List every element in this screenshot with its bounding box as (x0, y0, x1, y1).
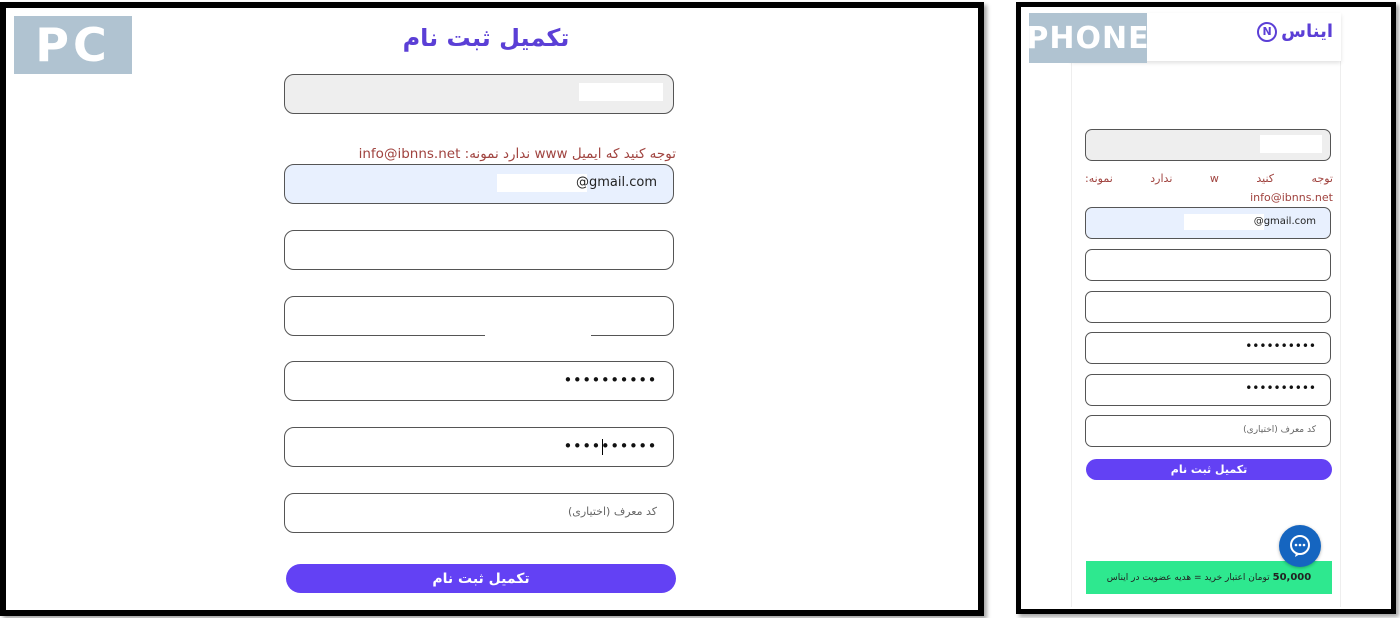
note-word: توجه (1311, 172, 1333, 185)
password-value: •••••••••• (563, 371, 657, 389)
referral-placeholder: کد معرف (اختیاری) (1243, 425, 1316, 435)
phone-label: PHONE (1029, 13, 1147, 63)
pc-view (0, 2, 984, 616)
redacted-value (497, 174, 587, 192)
email-field[interactable] (284, 164, 674, 204)
password-field[interactable] (1085, 332, 1331, 364)
redacted-value (1184, 214, 1264, 230)
email-value: @gmail.com (1253, 216, 1316, 227)
chat-icon (1288, 534, 1312, 558)
mobile-field[interactable] (284, 230, 674, 270)
page-title: تکمیل ثبت نام (402, 24, 570, 52)
password-field[interactable] (284, 361, 674, 401)
referral-field[interactable] (1085, 415, 1331, 447)
password-confirm-field[interactable] (1085, 374, 1331, 406)
note-word: کنید (1256, 172, 1275, 185)
redacted-value (579, 83, 663, 101)
pc-label: PC (14, 16, 132, 74)
note-word: w (1209, 172, 1219, 185)
email-note-example: info@ibnns.net (1250, 191, 1333, 204)
mobile-field[interactable] (1085, 249, 1331, 281)
chat-button[interactable] (1279, 525, 1321, 567)
email-note: توجه کنید که ایمیل www ندارد نمونه: info@ibnns.net (358, 146, 676, 162)
username-field[interactable] (1085, 291, 1331, 323)
submit-button[interactable]: تکمیل ثبت نام (286, 564, 676, 593)
password-confirm-field[interactable] (284, 427, 674, 467)
email-field[interactable] (1085, 207, 1331, 239)
referral-placeholder: کد معرف (اختیاری) (567, 505, 657, 518)
note-word: نمونه: (1085, 172, 1113, 185)
email-note (1085, 172, 1333, 185)
submit-button[interactable]: تکمیل ثبت نام (1086, 459, 1332, 480)
promo-amount: 50,000 (1272, 572, 1312, 583)
phone-view (1016, 2, 1396, 614)
name-field[interactable] (1085, 129, 1331, 161)
referral-field[interactable] (284, 493, 674, 533)
logo-icon: N (1257, 22, 1277, 42)
promo-text: تومان اعتبار خرید = هدیه عضویت در ایناس (1106, 572, 1270, 583)
username-field[interactable] (284, 296, 674, 336)
redacted-value (485, 332, 591, 338)
password-value: •••••••••• (1245, 339, 1316, 353)
logo-text: ایناس (1281, 21, 1333, 42)
password-confirm-value: •••••••••• (563, 437, 657, 455)
brand-logo[interactable] (1257, 21, 1333, 42)
password-confirm-value: •••••••••• (1245, 381, 1316, 395)
email-value: @gmail.com (575, 175, 657, 190)
redacted-value (1260, 135, 1322, 153)
name-field[interactable] (284, 74, 674, 114)
note-word: ندارد (1150, 172, 1173, 185)
